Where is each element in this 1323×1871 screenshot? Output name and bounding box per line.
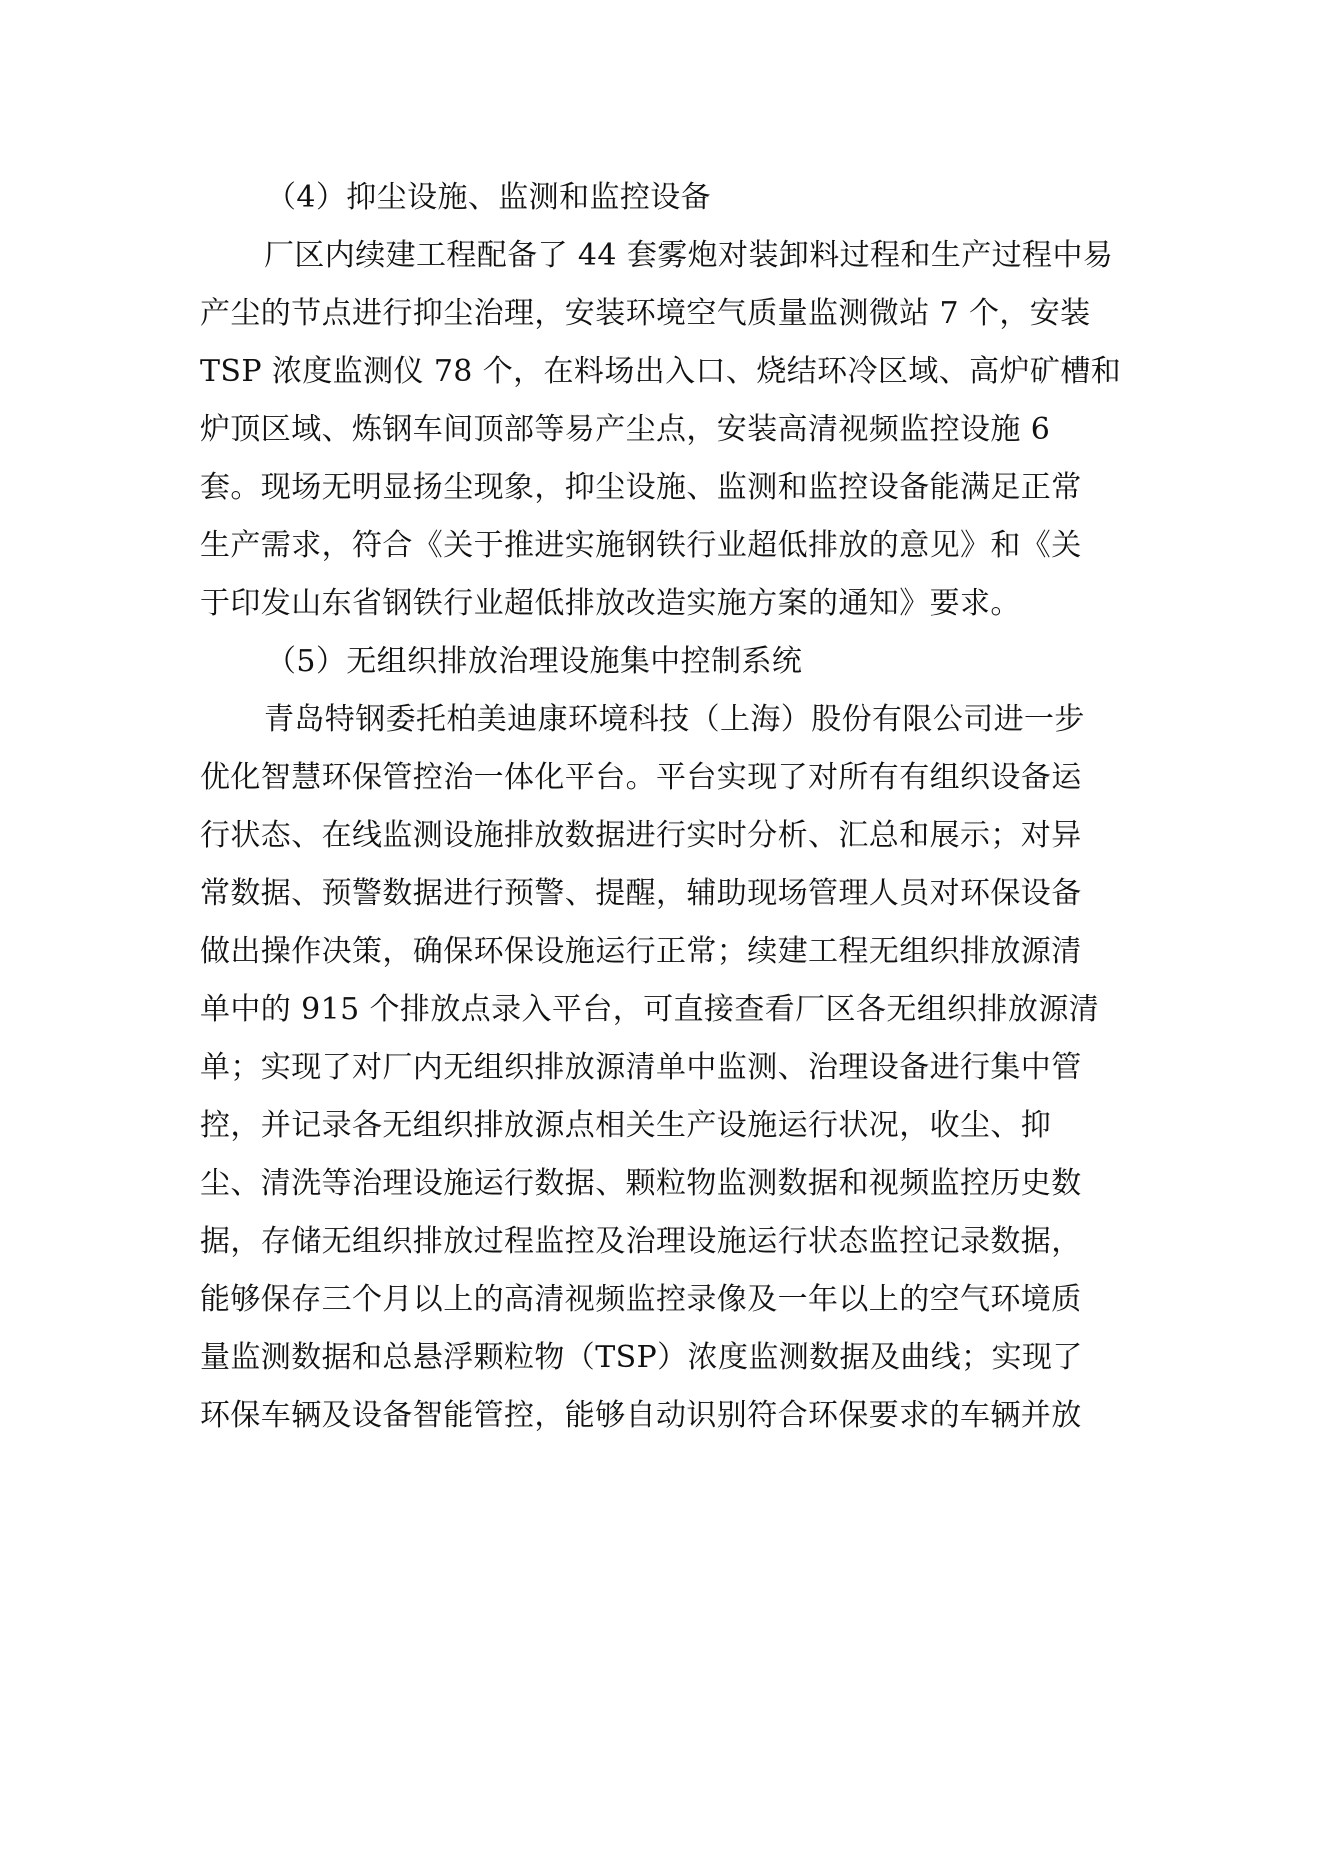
paragraph-line: 行状态、在线监测设施排放数据进行实时分析、汇总和展示；对异 [200, 818, 1082, 853]
paragraph-line: 控，并记录各无组织排放源点相关生产设施运行状况，收尘、抑 [200, 1108, 1052, 1143]
paragraph-line: 于印发山东省钢铁行业超低排放改造实施方案的通知》要求。 [200, 586, 1021, 621]
section-heading-5: （5）无组织排放治理设施集中控制系统 [266, 644, 803, 679]
paragraph-line: 炉顶区域、炼钢车间顶部等易产尘点，安装高清视频监控设施 6 [200, 412, 1051, 447]
paragraph-line: 套。现场无明显扬尘现象，抑尘设施、监测和监控设备能满足正常 [200, 470, 1082, 505]
paragraph-line: 产尘的节点进行抑尘治理，安装环境空气质量监测微站 7 个，安装 [200, 296, 1091, 331]
paragraph-line: 尘、清洗等治理设施运行数据、颗粒物监测数据和视频监控历史数 [200, 1166, 1082, 1201]
paragraph-line: 做出操作决策，确保环保设施运行正常；续建工程无组织排放源清 [200, 934, 1082, 969]
paragraph-line: 厂区内续建工程配备了 44 套雾炮对装卸料过程和生产过程中易 [264, 238, 1114, 273]
section-heading-4: （4）抑尘设施、监测和监控设备 [266, 180, 712, 215]
paragraph-line: 单中的 915 个排放点录入平台，可直接查看厂区各无组织排放源清 [200, 992, 1100, 1027]
paragraph-line: 环保车辆及设备智能管控，能够自动识别符合环保要求的车辆并放 [200, 1398, 1082, 1433]
paragraph-line: 能够保存三个月以上的高清视频监控录像及一年以上的空气环境质 [200, 1282, 1082, 1317]
paragraph-line: 优化智慧环保管控治一体化平台。平台实现了对所有有组织设备运 [200, 760, 1082, 795]
paragraph-line: 生产需求，符合《关于推进实施钢铁行业超低排放的意见》和《关 [200, 528, 1082, 563]
paragraph-line: 据，存储无组织排放过程监控及治理设施运行状态监控记录数据， [200, 1224, 1082, 1259]
paragraph-line: 单；实现了对厂内无组织排放源清单中监测、治理设备进行集中管 [200, 1050, 1082, 1085]
paragraph-line: 青岛特钢委托柏美迪康环境科技（上海）股份有限公司进一步 [264, 702, 1085, 737]
paragraph-line: 常数据、预警数据进行预警、提醒，辅助现场管理人员对环保设备 [200, 876, 1082, 911]
paragraph-line: 量监测数据和总悬浮颗粒物（TSP）浓度监测数据及曲线；实现了 [200, 1340, 1083, 1375]
paragraph-line: TSP 浓度监测仪 78 个，在料场出入口、烧结环冷区域、高炉矿槽和 [200, 354, 1122, 389]
